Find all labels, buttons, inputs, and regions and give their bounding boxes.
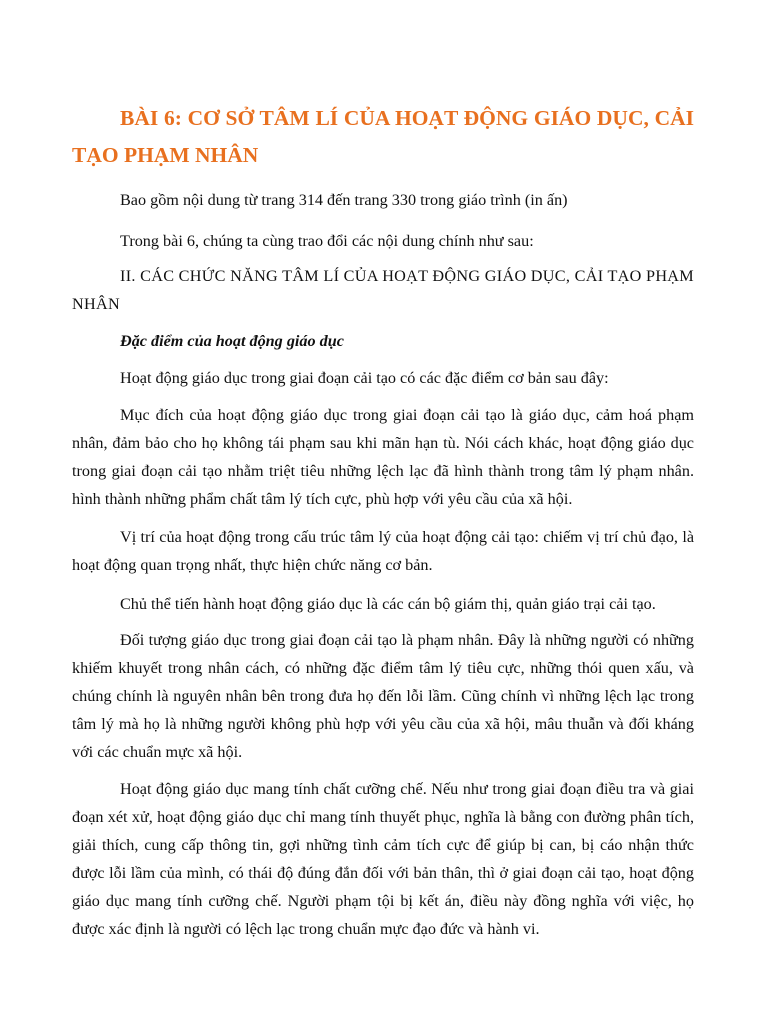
paragraph: Vị trí của hoạt động trong cấu trúc tâm lý của hoạt động cải tạo: chiếm vị trí chủ đạo, là hoạt động quan trọng nhất, thực hiện chức năng cơ bản. [72,528,694,574]
paragraph: Hoạt động giáo dục mang tính chất cưỡng chế. Nếu như trong giai đoạn điều tra và giai đoạn xét xử, hoạt động giáo dục chỉ mang tính thuyết phục, nghĩa là bằng con đường phân tích, giải thích, cung cấp thông tin, gợi những tình cảm tích cực để giúp bị can, bị cáo nhận thức được lỗi lầm của mình, có thái độ đúng đắn đối với bản thân, thì ở giai đoạn cải tạo, hoạt động giáo dục mang tính cưỡng chế. Người phạm tội bị kết án, điều này đồng nghĩa với việc, họ được xác định là người có lệch lạc trong chuẩn mực đạo đức và hành vi. [72,780,694,938]
section-heading: II. CÁC CHỨC NĂNG TÂM LÍ CỦA HOẠT ĐỘNG GIÁO DỤC, CẢI TẠO PHẠM NHÂN [72,267,694,313]
subheading: Đặc điểm của hoạt động giáo dục [120,332,344,350]
paragraph: Hoạt động giáo dục trong giai đoạn cải tạo có các đặc điểm cơ bản sau đây: [120,369,609,387]
paragraph: Chủ thể tiến hành hoạt động giáo dục là các cán bộ giám thị, quản giáo trại cải tạo. [120,595,656,613]
lesson-title: BÀI 6: CƠ SỞ TÂM LÍ CỦA HOẠT ĐỘNG GIÁO DỤC, CẢI TẠO PHẠM NHÂN [72,106,694,167]
paragraph: Mục đích của hoạt động giáo dục trong giai đoạn cải tạo là giáo dục, cảm hoá phạm nhân, đảm bảo cho họ không tái phạm sau khi mãn hạn tù. Nói cách khác, hoạt động giáo dục trong giai đoạn cải tạo nhằm triệt tiêu những lệch lạc đã hình thành trong tâm lý phạm nhân. hình thành những phẩm chất tâm lý tích cực, phù hợp với yêu cầu của xã hội. [72,406,694,508]
intro-text: Bao gồm nội dung từ trang 314 đến trang 330 trong giáo trình (in ấn) [120,191,568,209]
paragraph: Đối tượng giáo dục trong giai đoạn cải tạo là phạm nhân. Đây là những người có những khiếm khuyết trong nhân cách, có những đặc điểm tâm lý tiêu cực, những thói quen xấu, và chúng chính là nguyên nhân bên trong đưa họ đến lỗi lầm. Cũng chính vì những lệch lạc trong tâm lý mà họ là những người không phù hợp với yêu cầu của xã hội, mâu thuẫn và đối kháng với các chuẩn mực xã hội. [72,631,694,761]
intro-text-2: Trong bài 6, chúng ta cùng trao đổi các nội dung chính như sau: [120,232,534,250]
